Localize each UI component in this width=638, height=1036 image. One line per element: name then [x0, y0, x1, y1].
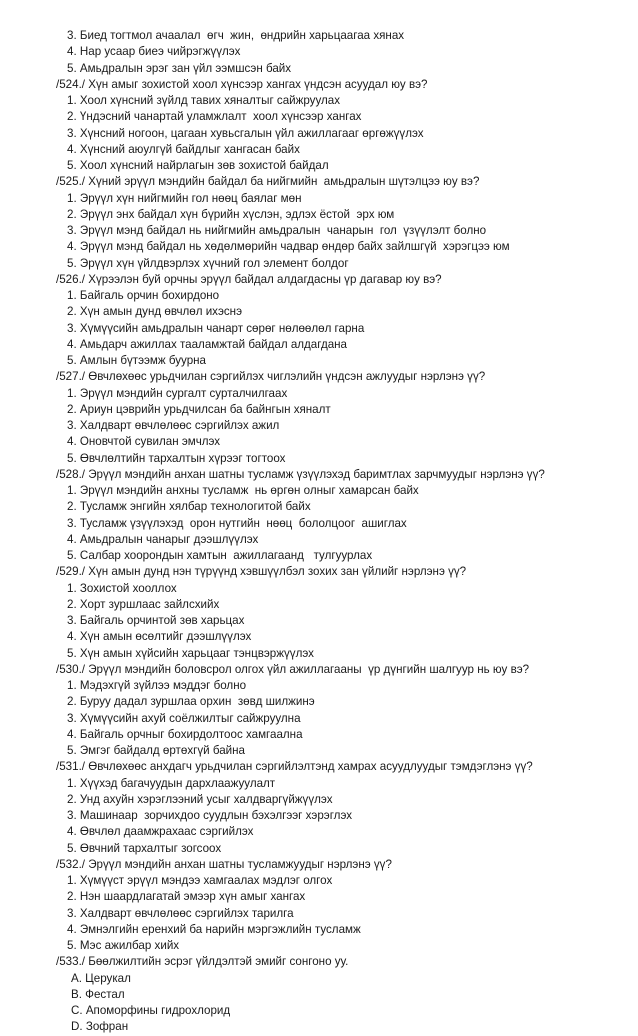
question-line: /524./ Хүн амыг зохистой хоол хүнсээр хангах үндсэн асуудал юу вэ? — [56, 77, 428, 91]
answer-option-line: 1. Мэдэхгүй зүйлээ мэддэг болно — [67, 679, 247, 692]
answer-option-line: 1. Байгаль орчин бохирдоно — [67, 289, 220, 302]
answer-option-line: 1. Хүмүүст эрүүл мэндээ хамгаалах мэдлэг олгох — [67, 874, 333, 887]
answer-option-line: 2. Нэн шаардлагатай эмээр хүн амыг хангах — [67, 890, 306, 904]
question-line: /531./ Өвчлөхөөс анхдагч урьдчилан сэргийлэлтэнд хамрах асуудлуудыг тэмдэглэнэ үү? — [56, 760, 533, 774]
question-line: /532./ Эрүүл мэндийн анхан шатны тусламжуудыг нэрлэнэ үү? — [56, 857, 392, 871]
answer-option-line: A. Церукал — [71, 971, 131, 985]
answer-option-line: 2. Тусламж энгийн хялбар технологитой байх — [67, 500, 311, 514]
answer-option-line: 3. Хүнсний ногоон, цагаан хувьсгалын үйл ажиллагааг өргөжүүлэх — [67, 126, 424, 140]
answer-option-line: 1. Эрүүл мэндийн сургалт сурталчилгаах — [67, 386, 288, 400]
answer-option-line: 2. Эрүүл энх байдал хүн бүрийн хүслэн, эдлэх ёстой эрх юм — [67, 207, 395, 221]
answer-option-line: 4. Нар усаар биеэ чийрэгжүүлэх — [67, 45, 241, 59]
answer-option-line: 5. Хоол хүнсний найрлагын зөв зохистой байдал — [67, 159, 329, 172]
answer-option-line: D. Зофран — [71, 1020, 129, 1034]
answer-option-line: 3. Эрүүл мэнд байдал нь нийгмийн амьдралын чанарын гол үзүүлэлт болно — [67, 224, 487, 237]
answer-option-line: 4. Эмнэлгийн еренхий ба нарийн мэргэжлийн тусламж — [67, 922, 361, 936]
question-line: /530./ Эрүүл мэндийн боловсрол олгох үйл ажиллагааны үр дүнгийн шалгуур нь юу вэ? — [56, 662, 530, 676]
answer-option-line: 4. Оновчтой сувилан эмчлэх — [67, 435, 221, 449]
question-line: /526./ Хүрээлэн буй орчны эрүүл байдал алдагдасны үр дагавар юу вэ? — [56, 272, 442, 286]
question-line: /528./ Эрүүл мэндийн анхан шатны тусламж үзүүлэхэд баримтлах зарчмуудыг нэрлэнэ үү? — [56, 467, 545, 481]
answer-option-line: 5. Эрүүл хүн үйлдвэрлэх хүчний гол элемент болдог — [67, 256, 349, 270]
answer-option-line: B. Фестал — [71, 987, 125, 1001]
answer-option-line: 5. Амьдралын эрэг зан үйл ээмшсэн байх — [67, 61, 292, 75]
document-body — [56, 28, 626, 1036]
answer-option-line: 3. Хүмүүсийн ахуй соёлжилтыг сайжруулна — [67, 711, 301, 725]
answer-option-line: 3. Хүмүүсийн амьдралын чанарт сөрөг нөлөөлөл гарна — [67, 321, 365, 335]
question-line: /529./ Хүн амын дунд нэн түрүүнд хэвшүүлбэл зохих зан үйлийг нэрлэнэ үү? — [56, 565, 467, 579]
question-line: /525./ Хүний эрүүл мэндийн байдал ба нийгмийн амьдралын шүтэлцээ юу вэ? — [56, 175, 480, 189]
answer-option-line: 3. Биед тогтмол ачаалал өгч жин, өндрийн харьцаагаа хянах — [67, 29, 405, 42]
answer-option-line: 5. Эмгэг байдалд өртөхгүй байна — [67, 744, 245, 757]
answer-option-line: 4. Байгаль орчныг бохирдолтоос хамгаална — [67, 727, 303, 741]
answer-option-line: 5. Хүн амын хүйсийн харьцааг тэнцвэржүүлэх — [67, 646, 314, 660]
answer-option-line: 5. Өвчлөлтийн тархалтын хүрээг тогтоох — [67, 451, 286, 465]
question-line: /527./ Өвчлөхөөс урьдчилан сэргийлэх чиглэлийн үндсэн ажлуудыг нэрлэнэ үү? — [56, 370, 486, 384]
answer-option-line: 3. Халдварт өвчлөлөөс сэргийлэх ажил — [67, 419, 280, 432]
answer-option-line: 3. Байгаль орчинтой зөв харьцах — [67, 614, 245, 627]
answer-option-line: 4. Хүн амын өсөлтийг дээшлүүлэх — [67, 630, 252, 644]
answer-option-line: 2. Хүн амын дунд өвчлөл ихэснэ — [67, 305, 242, 319]
answer-option-line: 5. Өвчний тархалтыг зогсоох — [67, 841, 222, 855]
answer-option-line: 2. Хорт зуршлаас зайлсхийх — [67, 597, 220, 611]
answer-option-line: 4. Амьдралын чанарыг дээшлүүлэх — [67, 532, 259, 546]
answer-option-line: 1. Хүүхэд багачуудын дархлаажуулалт — [67, 776, 276, 790]
answer-option-line: 4. Өвчлөл даамжрахаас сэргийлэх — [67, 825, 254, 839]
answer-option-line: 1. Хоол хүнсний зүйлд тавих хяналтыг сайжруулах — [67, 94, 341, 107]
answer-option-line: 1. Эрүүл мэндийн анхны тусламж нь өргөн олныг хамарсан байх — [67, 484, 419, 497]
answer-option-line: 2. Ариун цэврийн урьдчилсан ба байнгын хяналт — [67, 402, 331, 416]
answer-option-line: 4. Хүнсний аюулгүй байдлыг хангасан байх — [67, 142, 300, 156]
question-line: /533./ Бөөлжилтийн эсрэг үйлдэлтэй эмийг сонгоно уу. — [56, 955, 349, 969]
answer-option-line: 2. Унд ахуйн хэрэглээний усыг халдваргүйжүүлэх — [67, 792, 333, 806]
answer-option-line: C. Апоморфины гидрохлорид — [71, 1004, 231, 1017]
answer-option-line: 1. Эрүүл хүн нийгмийн гол нөөц баялаг мөн — [67, 191, 302, 205]
answer-option-line: 5. Салбар хоорондын хамтын ажиллагаанд тулгуурлах — [67, 549, 373, 562]
answer-option-line: 4. Амьдарч ажиллах тааламжтай байдал алдагдана — [67, 337, 348, 351]
answer-option-line: 3. Тусламж үзүүлэхэд орон нутгийн нөөц бололцоог ашиглах — [67, 516, 407, 530]
answer-option-line: 5. Амлын бүтээмж буурна — [67, 354, 206, 367]
answer-option-line: 2. Үндэсний чанартай уламжлалт хоол хүнсээр хангах — [67, 110, 362, 124]
answer-option-line: 3. Халдварт өвчлөлөөс сэргийлэх тарилга — [67, 906, 294, 920]
answer-option-line: 2. Буруу дадал зуршлаа орхин зөвд шилжинэ — [67, 695, 315, 709]
answer-option-line: 4. Эрүүл мэнд байдал нь хөдөлмөрийн чадвар өндөр байх зайлшгүй хэрэгцээ юм — [67, 240, 510, 254]
answer-option-line: 3. Машинаар зорчихдоо суудлын бэхэлгээг хэрэглэх — [67, 809, 353, 822]
answer-option-line: 1. Зохистой хооллох — [67, 581, 177, 595]
answer-option-line: 5. Мэс ажилбар хийх — [67, 939, 180, 952]
